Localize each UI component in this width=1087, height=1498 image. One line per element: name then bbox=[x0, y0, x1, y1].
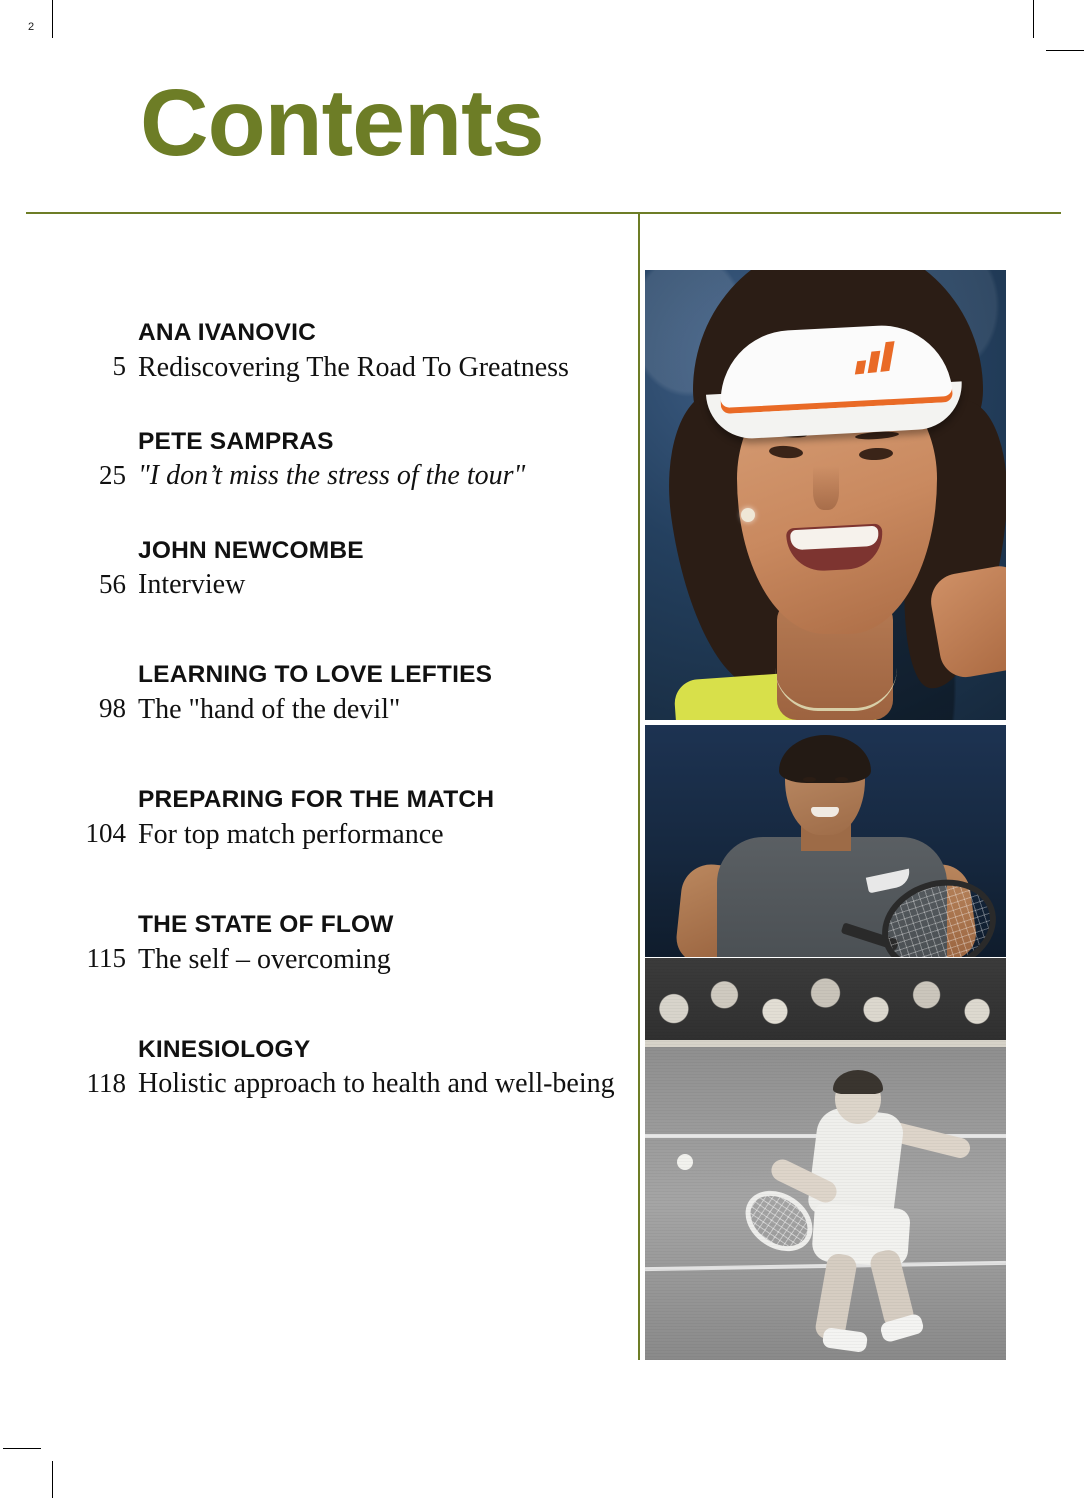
toc-page-number: 25 bbox=[99, 459, 126, 490]
toc-entry-heading: LEARNING TO LOVE LEFTIES bbox=[138, 661, 493, 689]
pete-sampras-photo bbox=[645, 725, 1006, 957]
toc-entry-learning-to-love-lefties[interactable] bbox=[60, 660, 620, 727]
toc-entry-heading: THE STATE OF FLOW bbox=[138, 910, 394, 938]
toc-entry-text bbox=[138, 660, 620, 727]
toc-entry-text bbox=[138, 785, 620, 852]
crop-mark-top-right-horizontal bbox=[1046, 50, 1084, 51]
toc-page-number: 104 bbox=[85, 818, 126, 849]
page-number: 2 bbox=[28, 21, 35, 33]
toc-entry-text bbox=[138, 536, 620, 603]
toc-page-number: 115 bbox=[86, 942, 126, 973]
eye-right bbox=[835, 777, 848, 782]
tennis-ball bbox=[677, 1154, 693, 1170]
toc-entry-heading: KINESIOLOGY bbox=[138, 1035, 311, 1063]
toc-entry-kinesiology[interactable] bbox=[60, 1035, 620, 1102]
toc-entry-heading: PETE SAMPRAS bbox=[138, 427, 334, 455]
eye-left bbox=[803, 777, 816, 782]
toc-page-number: 98 bbox=[99, 693, 126, 724]
toc-entry-text bbox=[138, 910, 620, 977]
toc-page-number: 56 bbox=[99, 568, 126, 599]
toc-entry-the-state-of-flow[interactable] bbox=[60, 910, 620, 977]
toc-entry-heading: JOHN NEWCOMBE bbox=[138, 536, 364, 564]
teeth-shape bbox=[790, 526, 879, 551]
crowd-stand bbox=[645, 958, 1006, 1050]
crop-mark-top-left bbox=[52, 0, 53, 38]
toc-entry-text bbox=[138, 427, 620, 494]
toc-page-number: 118 bbox=[86, 1067, 126, 1098]
toc-entry-pete-sampras[interactable] bbox=[60, 427, 620, 494]
court-rail bbox=[645, 1040, 1006, 1047]
toc-entry-heading: ANA IVANOVIC bbox=[138, 319, 316, 346]
toc-entry-subtitle: "I don’t miss the stress of the tour" bbox=[138, 460, 526, 492]
nose-shape bbox=[813, 466, 839, 510]
earring bbox=[741, 508, 755, 522]
toc-entry-john-newcombe[interactable] bbox=[60, 536, 620, 603]
vertical-divider bbox=[638, 212, 640, 1360]
horizontal-divider bbox=[26, 212, 1061, 214]
toc-entry-heading: PREPARING FOR THE MATCH bbox=[138, 786, 495, 814]
toc-entry-text bbox=[138, 318, 620, 385]
john-newcombe-photo bbox=[645, 958, 1006, 1360]
toc-entry-preparing-for-the-match[interactable] bbox=[60, 785, 620, 852]
crop-mark-bottom-left-vertical bbox=[52, 1461, 53, 1498]
toc-entry-ana-ivanovic[interactable] bbox=[60, 318, 620, 385]
ana-ivanovic-photo bbox=[645, 270, 1006, 720]
toc-entry-subtitle: The self – overcoming bbox=[138, 943, 391, 975]
toc-entry-text bbox=[138, 1035, 620, 1102]
toc-page-number: 5 bbox=[112, 351, 126, 381]
table-of-contents bbox=[60, 318, 620, 1143]
toc-entry-subtitle: Interview bbox=[138, 569, 246, 601]
photo-column bbox=[645, 270, 1006, 1360]
toc-entry-subtitle: The "hand of the devil" bbox=[138, 693, 401, 725]
mouth-shape bbox=[811, 807, 839, 817]
crop-mark-top-right-vertical bbox=[1033, 0, 1034, 38]
page-title: Contents bbox=[140, 70, 544, 176]
toc-entry-subtitle: For top match performance bbox=[138, 818, 444, 850]
crop-mark-bottom-left-horizontal bbox=[3, 1448, 41, 1449]
adidas-logo-icon bbox=[852, 339, 905, 374]
toc-entry-subtitle: Rediscovering The Road To Greatness bbox=[138, 351, 569, 383]
toc-entry-subtitle: Holistic approach to health and well-being bbox=[138, 1068, 615, 1100]
